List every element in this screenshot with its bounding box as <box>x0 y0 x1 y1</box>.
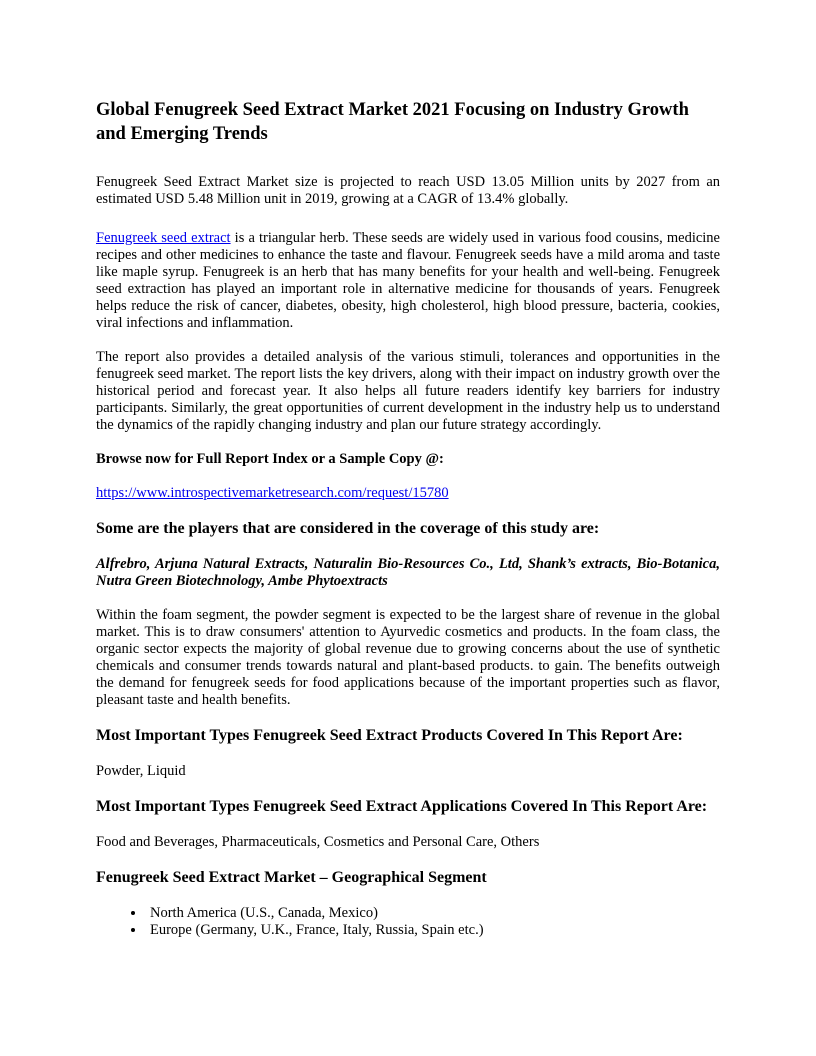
foam-segment-paragraph: Within the foam segment, the powder segment is expected to be the largest share of revenue in the global market. This is to draw consumers' attention to Ayurvedic cosmetics and products. In the foam class, the organic sector expects the majority of global revenue due to growing concerns about the use of synthetic chemicals and consumer trends towards natural and plant-based products. to gain. The benefits outweigh the demand for fenugreek seeds for food applications because of the important properties such as flavor, pleasant taste and health benefits. <box>96 607 720 708</box>
herb-paragraph <box>96 230 720 332</box>
geographical-segment-heading: Fenugreek Seed Extract Market – Geographical Segment <box>96 869 487 886</box>
list-item: • North America (U.S., Canada, Mexico) <box>146 905 720 922</box>
browse-report-heading: Browse now for Full Report Index or a Sample Copy @: <box>96 451 444 467</box>
report-analysis-paragraph: The report also provides a detailed analysis of the various stimuli, tolerances and opportunities in the fenugreek seed market. The report lists the key drivers, along with their impact on industry growth over the historical period and forecast year. It also helps all future readers identify key barriers for industry participants. Similarly, the great opportunities of current development in the industry help us to understand the dynamics of the rapidly changing industry and plan our future strategy accordingly. <box>96 349 720 433</box>
product-types-heading: Most Important Types Fenugreek Seed Extract Products Covered In This Report Are: <box>96 727 683 744</box>
page-title: Global Fenugreek Seed Extract Market 2021 Focusing on Industry Growth and Emerging Trends <box>96 100 689 144</box>
fenugreek-seed-extract-link[interactable]: Fenugreek seed extract <box>96 230 231 246</box>
players-section-heading: Some are the players that are considered in the coverage of this study are: <box>96 520 600 537</box>
applications-heading: Most Important Types Fenugreek Seed Extract Applications Covered In This Report Are: <box>96 798 708 815</box>
herb-paragraph-text: is a triangular herb. These seeds are widely used in various food cousins, medicine recipes and other medicines to enhance the taste and flavour. Fenugreek seeds have a mild aroma and taste like maple syrup. Fenugreek is an herb that has many benefits for your health and well-being. Fenugreek seed extraction has played an important role in alternative medicine for thousands of years. Fenugreek helps reduce the risk of cancer, diabetes, obesity, high cholesterol, high blood pressure, bacteria, cookies, viral infections and inflammation. <box>96 230 720 331</box>
list-item: • Europe (Germany, U.K., France, Italy, Russia, Spain etc.) <box>146 922 720 939</box>
request-link-paragraph <box>96 485 720 502</box>
applications-value: Food and Beverages, Pharmaceuticals, Cosmetics and Personal Care, Others <box>96 834 540 850</box>
sample-request-link[interactable]: https://www.introspectivemarketresearch.com/request/15780 <box>96 485 449 501</box>
players-list: Alfrebro, Arjuna Natural Extracts, Naturalin Bio-Resources Co., Ltd, Shank’s extracts, Bio-Botanica, Nutra Green Biotechnology, Ambe Phytoextracts <box>96 556 720 589</box>
region-list <box>96 905 720 939</box>
intro-paragraph: Fenugreek Seed Extract Market size is projected to reach USD 13.05 Million units by 2027 from an estimated USD 5.48 Million unit in 2019, growing at a CAGR of 13.4% globally. <box>96 174 720 207</box>
product-types-value: Powder, Liquid <box>96 763 186 779</box>
